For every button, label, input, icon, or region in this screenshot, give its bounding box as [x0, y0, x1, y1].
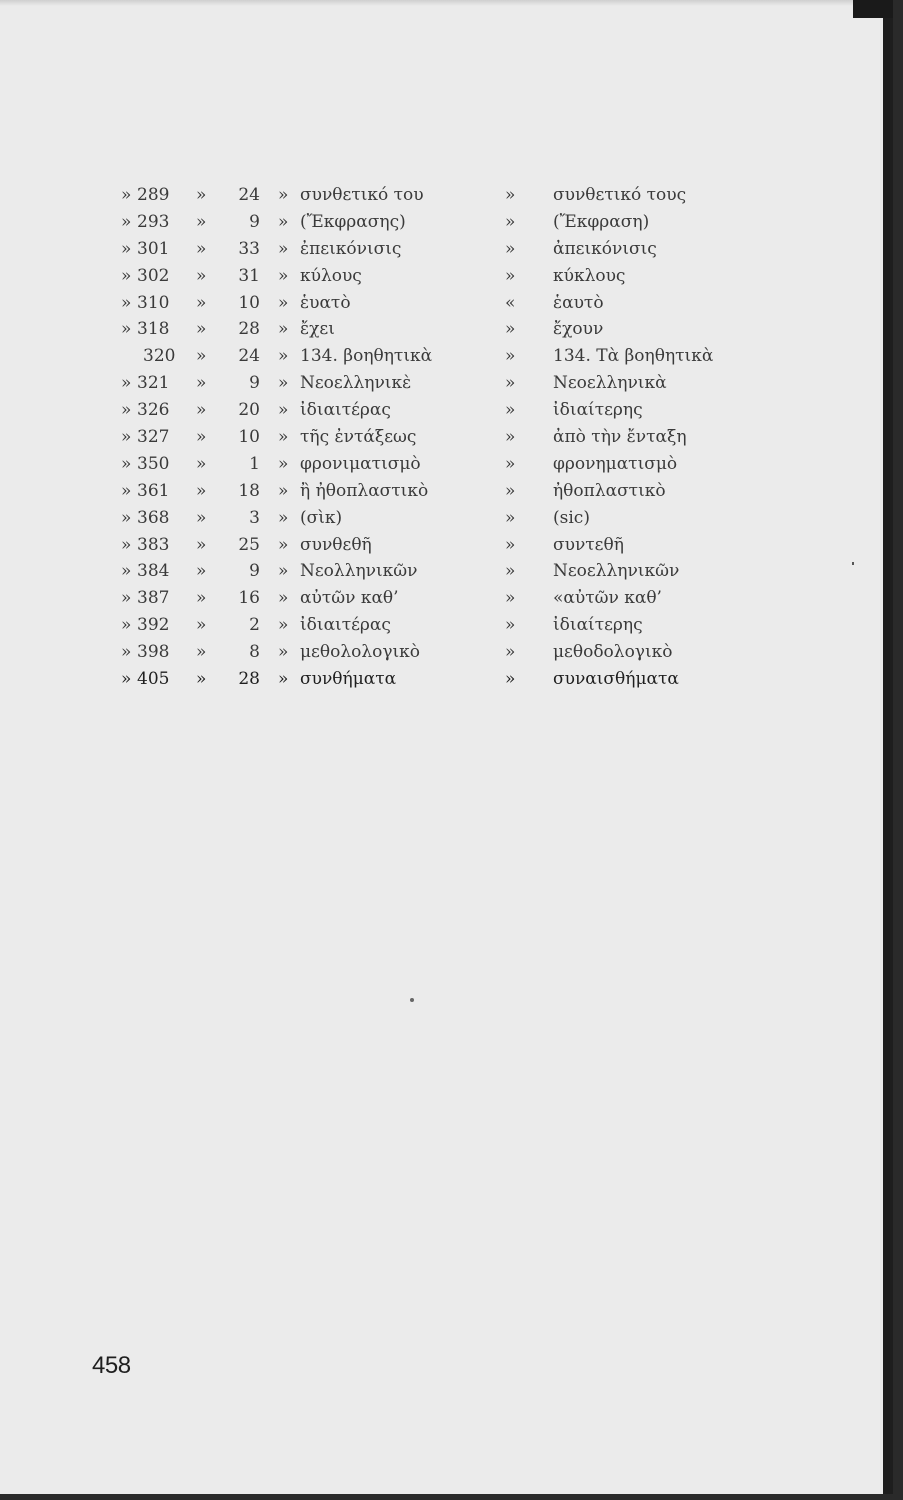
erroneous-text: ἔχει	[300, 319, 335, 340]
ditto-mark: »	[121, 400, 132, 421]
errata-row	[0, 585, 893, 612]
page-ref: 293	[137, 211, 170, 232]
errata-row	[0, 182, 893, 209]
ditto-mark: »	[196, 427, 207, 448]
ditto-mark: »	[505, 185, 516, 205]
ditto-mark: »	[196, 507, 207, 528]
ditto-mark: »	[505, 453, 516, 474]
erroneous-text: ἢ ἠθοπλαστικὸ	[300, 480, 429, 501]
page-ref: 368	[137, 507, 170, 528]
ditto-mark: »	[121, 534, 132, 555]
line-ref: 25	[238, 534, 260, 555]
ditto-mark: »	[278, 265, 289, 286]
ditto-mark: »	[278, 400, 289, 421]
erroneous-text: συνθετικό του	[300, 185, 424, 205]
page-ref: 392	[137, 615, 170, 636]
ditto-mark: «	[505, 292, 516, 313]
errata-row	[0, 397, 893, 424]
line-ref: 28	[238, 319, 260, 340]
ditto-mark: »	[278, 615, 289, 636]
corrected-text: ἰδιαίτερης	[553, 400, 643, 421]
ditto-mark: »	[505, 669, 516, 690]
erroneous-text: Νεολληνικῶν	[300, 561, 418, 582]
ditto-mark: »	[121, 292, 132, 313]
ditto-mark: »	[121, 480, 132, 501]
page-ref: 289	[137, 185, 170, 205]
page-ref: 398	[137, 642, 170, 663]
page-ref: 383	[137, 534, 170, 555]
line-ref: 9	[249, 561, 260, 582]
corrected-text: συνθετικό τους	[553, 185, 687, 205]
ditto-mark: »	[278, 588, 289, 609]
corrected-text: Νεοελληνικῶν	[553, 561, 680, 582]
line-ref: 24	[238, 346, 260, 367]
errata-row	[0, 290, 893, 317]
erroneous-text: Νεοελληνικὲ	[300, 373, 412, 394]
errata-row	[0, 370, 893, 397]
ditto-mark: »	[121, 669, 132, 690]
corrected-text: κύκλους	[553, 265, 626, 286]
erroneous-text: μεθολολογικὸ	[300, 642, 421, 663]
ditto-mark: »	[278, 292, 289, 313]
errata-row	[0, 666, 893, 693]
line-ref: 20	[238, 400, 260, 421]
ditto-mark: »	[196, 588, 207, 609]
ditto-mark: »	[121, 588, 132, 609]
corrected-text: συναισθήματα	[553, 669, 679, 690]
corrected-text: 134. Τὰ βοηθητικὰ	[553, 346, 714, 367]
page-ref: 318	[137, 319, 170, 340]
ditto-mark: »	[505, 211, 516, 232]
ditto-mark: »	[196, 346, 207, 367]
erroneous-text: ἐπεικόνισις	[300, 238, 402, 259]
ditto-mark: »	[121, 427, 132, 448]
ditto-mark: »	[121, 238, 132, 259]
corrected-text: «αὐτῶν καθ’	[553, 588, 662, 609]
line-ref: 28	[238, 669, 260, 690]
erroneous-text: κύλους	[300, 265, 362, 286]
ditto-mark: »	[505, 238, 516, 259]
page-ref: 350	[137, 453, 170, 474]
corrected-text: μεθοδολογικὸ	[553, 642, 673, 663]
page-ref: 384	[137, 561, 170, 582]
erroneous-text: συνθήματα	[300, 669, 397, 690]
erroneous-text: ἰδιαιτέρας	[300, 400, 391, 421]
ditto-mark: »	[278, 373, 289, 394]
ditto-mark: »	[196, 373, 207, 394]
ditto-mark: »	[505, 265, 516, 286]
corrected-text: ἀπὸ τὴν ἔνταξη	[553, 427, 687, 448]
ditto-mark: »	[196, 211, 207, 232]
corrected-text: φρονηματισμὸ	[553, 453, 678, 474]
line-ref: 3	[249, 507, 260, 528]
erroneous-text: (Ἔκφρασης)	[300, 211, 406, 232]
erroneous-text: (σὶκ)	[300, 507, 343, 528]
errata-row	[0, 316, 893, 343]
corrected-text: Νεοελληνικὰ	[553, 373, 667, 394]
ditto-mark: »	[278, 561, 289, 582]
line-ref: 9	[249, 211, 260, 232]
errata-row	[0, 639, 893, 666]
errata-row	[0, 558, 893, 585]
line-ref: 10	[238, 427, 260, 448]
errata-row	[0, 209, 893, 236]
page-ref: 327	[137, 427, 170, 448]
ditto-mark: »	[505, 480, 516, 501]
corrected-text: ἀπεικόνισις	[553, 238, 657, 259]
erroneous-text: ἰδιαιτέρας	[300, 615, 391, 636]
line-ref: 33	[238, 238, 260, 259]
errata-row	[0, 478, 893, 505]
errata-row	[0, 532, 893, 559]
ditto-mark: »	[278, 319, 289, 340]
line-ref: 31	[238, 265, 260, 286]
ditto-mark: »	[121, 642, 132, 663]
ditto-mark: »	[196, 238, 207, 259]
errata-table	[0, 182, 893, 693]
ditto-mark: »	[278, 534, 289, 555]
ditto-mark: »	[121, 185, 132, 205]
ditto-mark: »	[278, 185, 289, 205]
ditto-mark: »	[505, 427, 516, 448]
line-ref: 18	[238, 480, 260, 501]
page-ref: 320	[143, 346, 176, 367]
page-ref: 302	[137, 265, 170, 286]
ditto-mark: »	[121, 507, 132, 528]
ditto-mark: »	[278, 669, 289, 690]
ditto-mark: »	[278, 507, 289, 528]
ditto-mark: »	[196, 185, 207, 205]
corrected-text: συντεθῆ	[553, 534, 624, 555]
ditto-mark: »	[505, 561, 516, 582]
errata-row	[0, 424, 893, 451]
ditto-mark: »	[505, 642, 516, 663]
ditto-mark: »	[121, 615, 132, 636]
line-ref: 16	[238, 588, 260, 609]
ditto-mark: »	[505, 346, 516, 367]
ditto-mark: »	[278, 453, 289, 474]
line-ref: 8	[249, 642, 260, 663]
ditto-mark: »	[121, 561, 132, 582]
errata-row	[0, 236, 893, 263]
ditto-mark: »	[196, 615, 207, 636]
erroneous-text: συνθεθῆ	[300, 534, 372, 555]
ditto-mark: »	[505, 534, 516, 555]
corrected-text: ἑαυτὸ	[553, 292, 604, 313]
page-ref: 387	[137, 588, 170, 609]
line-ref: 10	[238, 292, 260, 313]
ditto-mark: »	[196, 561, 207, 582]
ditto-mark: »	[121, 211, 132, 232]
ditto-mark: »	[196, 453, 207, 474]
ditto-mark: »	[505, 507, 516, 528]
erroneous-text: τῆς ἐντάξεως	[300, 427, 417, 448]
errata-row	[0, 343, 893, 370]
line-ref: 24	[238, 185, 260, 205]
errata-row	[0, 451, 893, 478]
erroneous-text: 134. βοηθητικὰ	[300, 346, 433, 367]
ditto-mark: »	[196, 534, 207, 555]
ditto-mark: »	[505, 400, 516, 421]
page-ref: 361	[137, 480, 170, 501]
erroneous-text: αὐτῶν καθ’	[300, 588, 399, 609]
ditto-mark: »	[196, 265, 207, 286]
ditto-mark: »	[121, 265, 132, 286]
corrected-text: ἔχουν	[553, 319, 604, 340]
ditto-mark: »	[121, 453, 132, 474]
corrected-text: (Ἔκφραση)	[553, 211, 650, 232]
line-ref: 1	[249, 453, 260, 474]
errata-row	[0, 612, 893, 639]
ditto-mark: »	[278, 480, 289, 501]
ditto-mark: »	[505, 373, 516, 394]
ditto-mark: »	[121, 319, 132, 340]
line-ref: 9	[249, 373, 260, 394]
ditto-mark: »	[196, 669, 207, 690]
ditto-mark: »	[196, 292, 207, 313]
ditto-mark: »	[196, 480, 207, 501]
errata-row	[0, 505, 893, 532]
scan-speck	[410, 998, 414, 1002]
line-ref: 2	[249, 615, 260, 636]
page-ref: 326	[137, 400, 170, 421]
page-ref: 301	[137, 238, 170, 259]
ditto-mark: »	[278, 427, 289, 448]
page-ref: 405	[137, 669, 170, 690]
ditto-mark: »	[505, 588, 516, 609]
corrected-text: ἠθοπλαστικὸ	[553, 480, 666, 501]
ditto-mark: »	[278, 211, 289, 232]
page-ref: 321	[137, 373, 170, 394]
scan-speck	[852, 562, 854, 565]
ditto-mark: »	[278, 346, 289, 367]
page-number: 458	[92, 1352, 131, 1379]
ditto-mark: »	[196, 642, 207, 663]
ditto-mark: »	[505, 615, 516, 636]
page-ref: 310	[137, 292, 170, 313]
ditto-mark: »	[196, 400, 207, 421]
ditto-mark: »	[196, 319, 207, 340]
scan-corner-shadow	[853, 0, 893, 18]
corrected-text: ἰδιαίτερης	[553, 615, 643, 636]
corrected-text: (sic)	[553, 507, 590, 528]
ditto-mark: »	[121, 373, 132, 394]
erroneous-text: φρονιματισμὸ	[300, 453, 421, 474]
ditto-mark: »	[278, 238, 289, 259]
erroneous-text: ἑυατὸ	[300, 292, 351, 313]
ditto-mark: »	[505, 319, 516, 340]
errata-row	[0, 263, 893, 290]
ditto-mark: »	[278, 642, 289, 663]
